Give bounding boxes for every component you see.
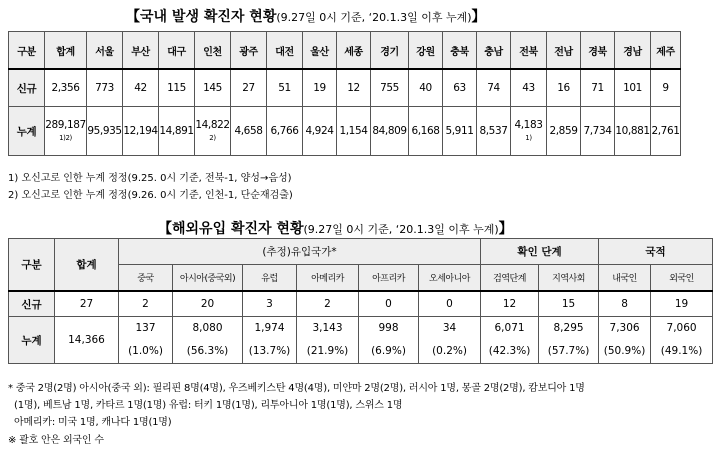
domestic-new-cell: 19 xyxy=(303,69,337,107)
domestic-header-cell: 부산 xyxy=(123,32,159,70)
domestic-total-cell xyxy=(615,107,651,156)
domestic-new-cell: 42 xyxy=(123,69,159,107)
domestic-total-cell xyxy=(45,107,87,156)
overseas-table xyxy=(8,238,713,364)
domestic-total-value: 2,859 xyxy=(549,125,578,137)
overseas-cum-label: 누계 xyxy=(9,317,55,364)
overseas-pct-cell: (21.9%) xyxy=(297,339,359,364)
domestic-total-value: 14,891 xyxy=(159,125,194,137)
overseas-pct-cell: (1.0%) xyxy=(119,339,173,364)
overseas-cum-cell: 3,143 xyxy=(297,317,359,340)
domestic-total-cell xyxy=(581,107,615,156)
overseas-new-total: 27 xyxy=(55,291,119,317)
domestic-header-cell: 광주 xyxy=(231,32,267,70)
domestic-total-cell xyxy=(195,107,231,156)
domestic-new-cell: 27 xyxy=(231,69,267,107)
domestic-header-cell: 합계 xyxy=(45,32,87,70)
domestic-header-cell: 충북 xyxy=(443,32,477,70)
domestic-new-cell: 145 xyxy=(195,69,231,107)
overseas-subheader-cell: 유럽 xyxy=(243,265,297,292)
overseas-cum-cell: 7,306 xyxy=(599,317,651,340)
domestic-header-cell: 경남 xyxy=(615,32,651,70)
overseas-col-label: 구분 xyxy=(9,239,55,292)
domestic-total-value: 6,766 xyxy=(270,125,299,137)
overseas-new-cell: 2 xyxy=(297,291,359,317)
overseas-new-cell: 12 xyxy=(481,291,539,317)
domestic-new-cell: 74 xyxy=(477,69,511,107)
overseas-cum-cell: 8,295 xyxy=(539,317,599,340)
domestic-header-cell: 강원 xyxy=(409,32,443,70)
domestic-total-cell xyxy=(159,107,195,156)
footnote-3: 아메리카: 미국 1명, 캐나다 1명(1명) xyxy=(14,417,172,428)
domestic-header-row xyxy=(9,32,681,70)
overseas-pct-cell: (42.3%) xyxy=(481,339,539,364)
overseas-cum-total: 14,366 xyxy=(55,317,119,364)
overseas-new-cell: 20 xyxy=(173,291,243,317)
domestic-header-cell: 서울 xyxy=(87,32,123,70)
domestic-new-cell: 755 xyxy=(371,69,409,107)
overseas-subheader-cell: 중국 xyxy=(119,265,173,292)
domestic-total-value: 2,761 xyxy=(651,125,680,137)
domestic-header-cell: 대구 xyxy=(159,32,195,70)
domestic-new-cell: 40 xyxy=(409,69,443,107)
domestic-total-cell xyxy=(409,107,443,156)
overseas-cum-cell: 137 xyxy=(119,317,173,340)
domestic-total-value: 84,809 xyxy=(372,125,407,137)
domestic-total-cell xyxy=(267,107,303,156)
overseas-cum-cell: 1,974 xyxy=(243,317,297,340)
domestic-new-row xyxy=(9,69,681,107)
domestic-total-cell xyxy=(123,107,159,156)
domestic-total-cell xyxy=(511,107,547,156)
domestic-total-value: 4,183 xyxy=(514,119,543,131)
overseas-cum-cell: 34 xyxy=(419,317,481,340)
overseas-subheader-cell: 아프리카 xyxy=(359,265,419,292)
domestic-total-cell xyxy=(547,107,581,156)
domestic-total-cell xyxy=(651,107,681,156)
domestic-total-cell xyxy=(87,107,123,156)
overseas-pct-cell: (13.7%) xyxy=(243,339,297,364)
overseas-new-cell: 0 xyxy=(359,291,419,317)
overseas-subheader-cell: 오세아니아 xyxy=(419,265,481,292)
overseas-group-stage: 확인 단계 xyxy=(481,239,599,265)
domestic-total-footnote-ref: 1) xyxy=(525,134,532,142)
domestic-header-cell: 대전 xyxy=(267,32,303,70)
footnote-2: (1명), 베트남 1명, 카타르 1명(1명) 유럽: 터키 1명(1명), 리투아니아 1명(1명), 스위스 1명 xyxy=(14,400,403,411)
domestic-total-value: 12,194 xyxy=(123,125,158,137)
overseas-title-close: 】 xyxy=(498,221,513,237)
overseas-subheader-cell: 아시아(중국외) xyxy=(173,265,243,292)
note-2: 2) 오신고로 인한 누계 정정(9.26. 0시 기준, 인천-1, 단순재검출) xyxy=(8,190,293,201)
domestic-total-value: 10,881 xyxy=(615,125,650,137)
overseas-pct-cell: (49.1%) xyxy=(651,339,713,364)
overseas-new-cell: 3 xyxy=(243,291,297,317)
domestic-header-cell: 제주 xyxy=(651,32,681,70)
domestic-total-value: 4,924 xyxy=(305,125,334,137)
overseas-new-cell: 2 xyxy=(119,291,173,317)
overseas-title xyxy=(158,218,513,238)
domestic-title xyxy=(126,6,486,26)
domestic-new-cell: 43 xyxy=(511,69,547,107)
overseas-new-cell: 15 xyxy=(539,291,599,317)
overseas-new-cell: 0 xyxy=(419,291,481,317)
domestic-total-cell xyxy=(337,107,371,156)
overseas-new-label: 신규 xyxy=(9,291,55,317)
domestic-total-cell xyxy=(477,107,511,156)
domestic-header-cell: 전북 xyxy=(511,32,547,70)
overseas-pct-cell: (0.2%) xyxy=(419,339,481,364)
overseas-header-row-1 xyxy=(9,239,713,265)
footnote-4: ※ 괄호 안은 외국인 수 xyxy=(8,435,104,446)
overseas-col-total: 합계 xyxy=(55,239,119,292)
domestic-total-row xyxy=(9,107,681,156)
overseas-new-cell: 19 xyxy=(651,291,713,317)
overseas-subheader-cell: 아메리카 xyxy=(297,265,359,292)
domestic-total-footnote-ref: 1)2) xyxy=(59,134,72,142)
overseas-pct-cell: (6.9%) xyxy=(359,339,419,364)
domestic-subtitle: (9.27일 0시 기준, ‘20.1.3일 이후 누계) xyxy=(276,11,472,24)
domestic-total-footnote-ref: 2) xyxy=(209,134,216,142)
domestic-total-value: 6,168 xyxy=(411,125,440,137)
domestic-new-cell: 773 xyxy=(87,69,123,107)
domestic-total-value: 14,822 xyxy=(195,119,230,131)
domestic-new-cell: 71 xyxy=(581,69,615,107)
domestic-total-cell xyxy=(231,107,267,156)
domestic-total-value: 1,154 xyxy=(339,125,368,137)
overseas-group-country: (추정)유입국가* xyxy=(119,239,481,265)
domestic-new-cell: 51 xyxy=(267,69,303,107)
domestic-new-cell: 101 xyxy=(615,69,651,107)
domestic-total-value: 289,187 xyxy=(45,119,86,131)
overseas-pct-cell: (50.9%) xyxy=(599,339,651,364)
overseas-title-text: 【해외유입 확진자 현황 xyxy=(158,221,304,237)
domestic-total-cell xyxy=(303,107,337,156)
domestic-header-cell: 세종 xyxy=(337,32,371,70)
domestic-table xyxy=(8,31,681,156)
overseas-cum-cell: 6,071 xyxy=(481,317,539,340)
domestic-title-text: 【국내 발생 확진자 현황 xyxy=(126,9,277,25)
domestic-new-cell: 63 xyxy=(443,69,477,107)
domestic-new-cell: 2,356 xyxy=(45,69,87,107)
domestic-header-cell: 인천 xyxy=(195,32,231,70)
domestic-total-value: 8,537 xyxy=(479,125,508,137)
domestic-header-cell: 울산 xyxy=(303,32,337,70)
domestic-new-cell: 12 xyxy=(337,69,371,107)
domestic-header-cell: 경기 xyxy=(371,32,409,70)
overseas-cum-cell: 7,060 xyxy=(651,317,713,340)
domestic-header-cell: 충남 xyxy=(477,32,511,70)
domestic-total-value: 7,734 xyxy=(583,125,612,137)
domestic-total-label: 누계 xyxy=(9,107,45,156)
note-1: 1) 오신고로 인한 누계 정정(9.25. 0시 기준, 전북-1, 양성→음성) xyxy=(8,173,292,184)
domestic-header-cell: 경북 xyxy=(581,32,615,70)
domestic-total-cell xyxy=(371,107,409,156)
domestic-total-cell xyxy=(443,107,477,156)
domestic-header-cell: 구분 xyxy=(9,32,45,70)
domestic-new-cell: 115 xyxy=(159,69,195,107)
overseas-cum-cell: 8,080 xyxy=(173,317,243,340)
overseas-subheader-cell: 내국인 xyxy=(599,265,651,292)
overseas-pct-cell: (56.3%) xyxy=(173,339,243,364)
domestic-new-label: 신규 xyxy=(9,69,45,107)
overseas-group-nationality: 국적 xyxy=(599,239,713,265)
overseas-pct-cell: (57.7%) xyxy=(539,339,599,364)
domestic-total-value: 4,658 xyxy=(234,125,263,137)
domestic-total-value: 95,935 xyxy=(87,125,122,137)
domestic-title-close: 】 xyxy=(471,9,486,25)
overseas-subtitle: (9.27일 0시 기준, ‘20.1.3일 이후 누계) xyxy=(303,223,499,236)
domestic-new-cell: 9 xyxy=(651,69,681,107)
overseas-cum-cell: 998 xyxy=(359,317,419,340)
footnote-1: * 중국 2명(2명) 아시아(중국 외): 필리핀 8명(4명), 우즈베키스탄 4명(4명), 미얀마 2명(2명), 러시아 1명, 몽골 2명(2명), 캄보디아 1명 xyxy=(8,383,585,394)
domestic-total-value: 5,911 xyxy=(445,125,474,137)
overseas-subheader-cell: 외국인 xyxy=(651,265,713,292)
domestic-new-cell: 16 xyxy=(547,69,581,107)
overseas-new-cell: 8 xyxy=(599,291,651,317)
overseas-new-row xyxy=(9,291,713,317)
overseas-subheader-cell: 검역단계 xyxy=(481,265,539,292)
domestic-header-cell: 전남 xyxy=(547,32,581,70)
overseas-cum-row xyxy=(9,317,713,340)
overseas-subheader-cell: 지역사회 xyxy=(539,265,599,292)
